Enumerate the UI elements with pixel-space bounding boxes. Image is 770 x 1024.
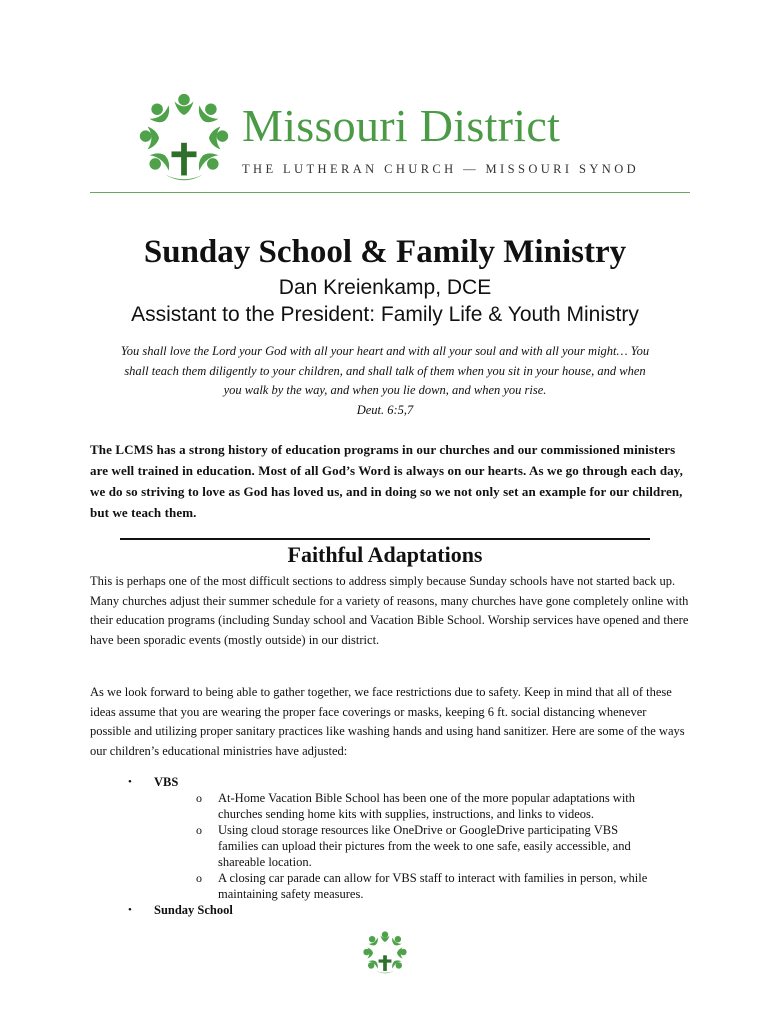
sub-list-item-text: At-Home Vacation Bible School has been one of the more popular adaptations with churches sending home kits with supplies, instructions, and links to videos. [218, 791, 636, 821]
sub-list-item-text: Using cloud storage resources like OneDrive or GoogleDrive participating VBS families can upload their pictures from the week to one safe, easily accessible, and shareable location. [218, 823, 631, 869]
body-paragraph: As we look forward to being able to gather together, we face restrictions due to safety. Keep in mind that all of these ideas assume that you are wearing the proper face coverings or masks, keeping 6 ft. social distancing whenever possible and utilizing proper sanitary practices like washing hands and using hand sanitizer. Here are some of the ways our children’s educational ministries have adjusted: [90, 685, 685, 758]
scripture-quote [95, 342, 675, 420]
brand-title: Missouri District [242, 100, 561, 151]
sub-bullet-marker: o [196, 791, 202, 805]
section-title: Faithful Adaptations [287, 542, 483, 567]
sub-list-item-text: A closing car parade can allow for VBS staff to interact with families in person, while maintaining safety measures. [218, 871, 648, 901]
brand-subtitle: THE LUTHERAN CHURCH — MISSOURI SYNOD [242, 162, 640, 176]
quote-line: you walk by the way, and when you lie down, and when you rise. [223, 383, 547, 397]
sub-bullet-marker: o [196, 871, 202, 885]
document-title: Sunday School & Family Ministry [143, 234, 627, 270]
quote-line: You shall love the Lord your God with all your heart and with all your soul and with all your might… You [120, 344, 650, 358]
header-divider [90, 192, 690, 193]
role-line: Assistant to the President: Family Life & Youth Ministry [131, 303, 639, 326]
adaptations-list [90, 774, 690, 918]
page-header [136, 90, 656, 190]
cross-circle-of-people-icon [362, 930, 408, 976]
sub-bullet-marker: o [196, 823, 202, 837]
intro-paragraph: The LCMS has a strong history of education programs in our churches and our commissioned ministers are well trained in education. Most of all God’s Word is always on our hearts. As we go through each day, we do so striving to love as God has loved us, and in doing so we not only set an example for our children, but we teach them. [90, 442, 684, 520]
list-item-label: Sunday School [154, 903, 233, 917]
sub-list-item [90, 822, 658, 870]
bullet-marker: • [128, 776, 132, 788]
quote-reference: Deut. 6:5,7 [356, 402, 414, 417]
author-line: Dan Kreienkamp, DCE [278, 276, 492, 299]
sub-list [90, 790, 690, 902]
list-item-label: VBS [154, 775, 179, 789]
quote-line: shall teach them diligently to your children, and shall talk of them when you sit in your house, and when [124, 363, 646, 378]
list-item [90, 902, 690, 918]
sub-list-item [90, 790, 658, 822]
cross-circle-of-people-icon [136, 90, 232, 186]
list-item [90, 774, 690, 790]
sub-list-item [90, 870, 658, 902]
bullet-marker: • [128, 904, 132, 916]
body-paragraph: This is perhaps one of the most difficult sections to address simply because Sunday schools have not started back up. Many churches adjust their summer schedule for a variety of reasons, many churches have gone completely online with their education programs (including Sunday school and Vacation Bible School. Worship services have opened and there have been sporadic events (mostly outside) in our district. [90, 574, 689, 647]
